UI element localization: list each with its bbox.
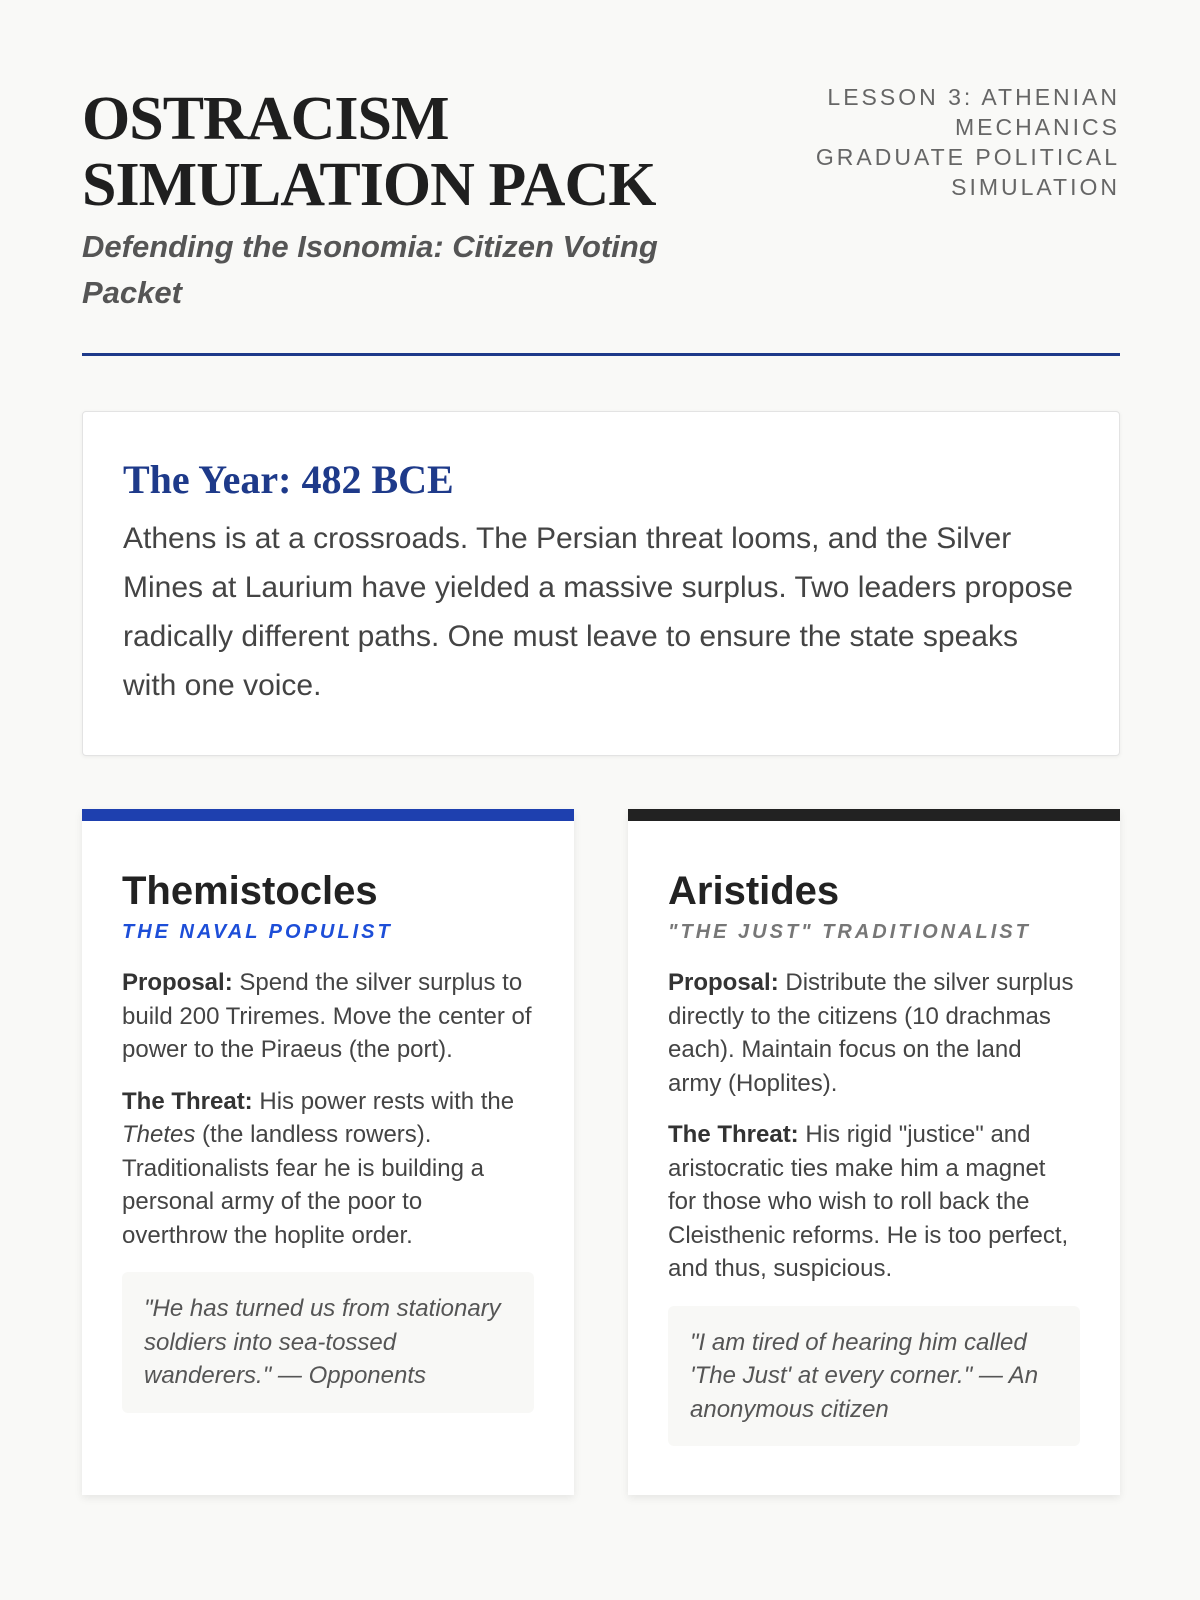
proposal-label: Proposal: [122,969,233,996]
candidate-quote: "I am tired of hearing him called 'The Just' at every corner." — An anonymous citizen [668,1306,1080,1447]
lesson-meta [800,82,1120,202]
course-label: GRADUATE POLITICAL SIMULATION [815,144,1120,200]
intro-heading: The Year: 482 BCE [123,457,454,502]
candidate-role: "THE JUST" TRADITIONALIST [668,921,1031,943]
threat-body: His rigid "justice" and aristocratic ties make him a magnet for those who wish to roll back the Cleisthenic reforms. He is too perfect, and thus, suspicious. [668,1121,1069,1282]
proposal-body: Spend the silver surplus to build 200 Triremes. Move the center of power to the Piraeus (the port). [122,969,532,1063]
candidate-card-aristides [628,809,1120,1495]
candidate-quote: "He has turned us from stationary soldiers into sea-tossed wanderers." — Opponents [122,1272,534,1413]
candidate-name: Aristides [668,869,840,913]
candidate-role: THE NAVAL POPULIST [122,921,393,943]
intro-body: Athens is at a crossroads. The Persian threat looms, and the Silver Mines at Laurium have yielded a massive surplus. Two leaders propose radically different paths. One must leave to ensure the state speaks with one voice. [123,522,1073,702]
threat-label: The Threat: [668,1121,799,1148]
proposal-label: Proposal: [668,969,779,996]
threat-text [122,1085,534,1253]
proposal-body: Distribute the silver surplus directly to the citizens (10 drachmas each). Maintain focus on the land army (Hoplites). [668,969,1074,1097]
proposal-text [122,966,534,1067]
candidate-name: Themistocles [122,869,378,913]
threat-label: The Threat: [122,1087,253,1115]
candidate-card-themistocles [82,809,574,1495]
threat-text [668,1118,1080,1286]
lesson-label: LESSON 3: ATHENIAN MECHANICS [827,84,1120,140]
threat-body: His power rests with the [252,1087,515,1115]
threat-body-end: (the landless rowers). Traditionalists fear he is building a personal army of the poor to overthrow the hoplite order. [122,1121,484,1249]
page-title: OSTRACISM SIMULATION PACK [82,85,656,219]
intro-card [82,411,1120,756]
proposal-text [668,966,1080,1100]
page-subtitle: Defending the Isonomia: Citizen Voting Packet [82,229,658,310]
page-header [82,86,1120,356]
threat-emphasis: Thetes [122,1121,196,1148]
